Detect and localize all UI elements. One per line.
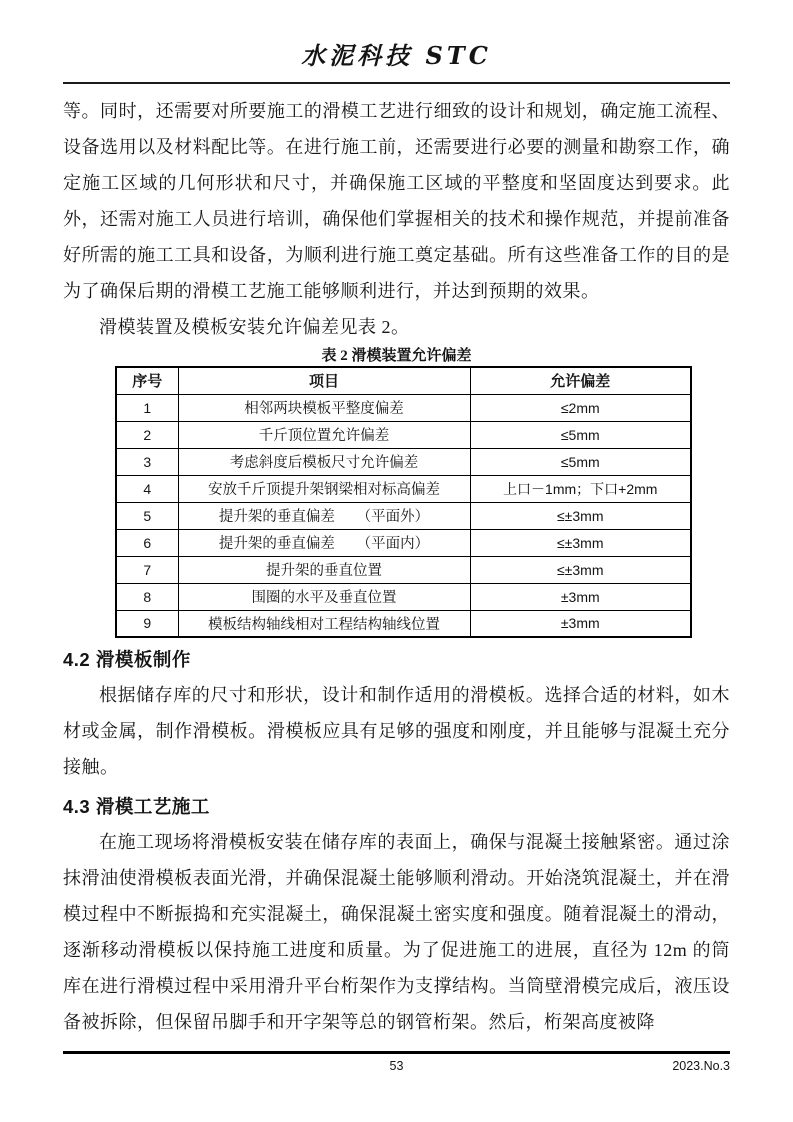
table-caption: 表 2 滑模装置允许偏差 xyxy=(321,348,472,364)
table-row xyxy=(116,610,691,637)
paragraph-preparation: 等。同时，还需要对所要施工的滑模工艺进行细致的设计和规划，确定施工流程、设备选用以及材料配比等。在进行施工前，还需要进行必要的测量和勘察工作，确定施工区域的几何形状和尺寸，并确保施工区域的平整度和坚固度达到要求。此外，还需对施工人员进行培训，确保他们掌握相关的技术和操作规范，并提前准备好所需的施工工具和设备，为顺利进行施工奠定基础。所有这些准备工作的目的是为了确保后期的滑模工艺施工能够顺利进行，并达到预期的效果。 xyxy=(63,101,730,301)
issue-number: 2023.No.3 xyxy=(672,1059,730,1073)
table-row xyxy=(116,448,691,475)
cell-number: 5 xyxy=(116,502,178,529)
cell-item: 考虑斜度后模板尺寸允许偏差 xyxy=(178,448,470,475)
column-header-deviation: 允许偏差 xyxy=(470,367,691,394)
cell-number: 1 xyxy=(116,394,178,421)
cell-item: 提升架的垂直位置 xyxy=(178,556,470,583)
table-row xyxy=(116,583,691,610)
column-header-number: 序号 xyxy=(116,367,178,394)
cell-deviation: 上口－1mm；下口+2mm xyxy=(470,475,691,502)
cell-item: 模板结构轴线相对工程结构轴线位置 xyxy=(178,610,470,637)
cell-item: 安放千斤顶提升架钢梁相对标高偏差 xyxy=(178,475,470,502)
paragraph-slipform-construction: 在施工现场将滑模板安装在储存库的表面上，确保与混凝土接触紧密。通过涂抹滑油使滑模板表面光滑，并确保混凝土能够顺利滑动。开始浇筑混凝土，并在滑模过程中不断振捣和充实混凝土，确保混凝土密实度和强度。随着混凝土的滑动，逐渐移动滑模板以保持施工进度和质量。为了促进施工的进展，直径为 12m 的筒库在进行滑模过程中采用滑升平台桁架作为支撑结构。当筒壁滑模完成后，液压设备被拆除，但保留吊脚手和开字架等总的钢管桁架。然后，桁架高度被降 xyxy=(63,832,730,1032)
table-row xyxy=(116,556,691,583)
cell-number: 9 xyxy=(116,610,178,637)
table-header-row xyxy=(116,367,691,394)
section-heading-4-3: 4.3 滑模工艺施工 xyxy=(63,796,210,817)
section-heading-4-2: 4.2 滑模板制作 xyxy=(63,649,191,670)
footer-divider xyxy=(63,1051,730,1054)
journal-title: 水泥科技 STC xyxy=(301,41,492,70)
cell-item: 提升架的垂直偏差 （平面内） xyxy=(178,529,470,556)
cell-number: 6 xyxy=(116,529,178,556)
page-number: 53 xyxy=(389,1059,404,1073)
paragraph-formwork-fabrication: 根据储存库的尺寸和形状，设计和制作适用的滑模板。选择合适的材料，如木材或金属，制作滑模板。滑模板应具有足够的强度和刚度，并且能够与混凝土充分接触。 xyxy=(63,685,730,777)
paragraph-table-reference: 滑模装置及模板安装允许偏差见表 2。 xyxy=(99,317,410,337)
cell-deviation: ≤5mm xyxy=(470,448,691,475)
cell-number: 7 xyxy=(116,556,178,583)
table-row xyxy=(116,475,691,502)
cell-deviation: ≤±3mm xyxy=(470,502,691,529)
cell-deviation: ≤2mm xyxy=(470,394,691,421)
cell-item: 相邻两块模板平整度偏差 xyxy=(178,394,470,421)
cell-number: 8 xyxy=(116,583,178,610)
cell-deviation: ±3mm xyxy=(470,583,691,610)
cell-number: 4 xyxy=(116,475,178,502)
cell-deviation: ±3mm xyxy=(470,610,691,637)
cell-number: 2 xyxy=(116,421,178,448)
table-row xyxy=(116,421,691,448)
table-row xyxy=(116,394,691,421)
cell-deviation: ≤5mm xyxy=(470,421,691,448)
cell-item: 千斤顶位置允许偏差 xyxy=(178,421,470,448)
allowable-deviation-table xyxy=(115,366,692,638)
cell-item: 围圈的水平及垂直位置 xyxy=(178,583,470,610)
table-row xyxy=(116,529,691,556)
cell-number: 3 xyxy=(116,448,178,475)
cell-deviation: ≤±3mm xyxy=(470,529,691,556)
page-footer xyxy=(63,1051,730,1074)
cell-item: 提升架的垂直偏差 （平面外） xyxy=(178,502,470,529)
table-row xyxy=(116,502,691,529)
column-header-item: 项目 xyxy=(178,367,470,394)
cell-deviation: ≤±3mm xyxy=(470,556,691,583)
header-divider xyxy=(63,82,730,84)
